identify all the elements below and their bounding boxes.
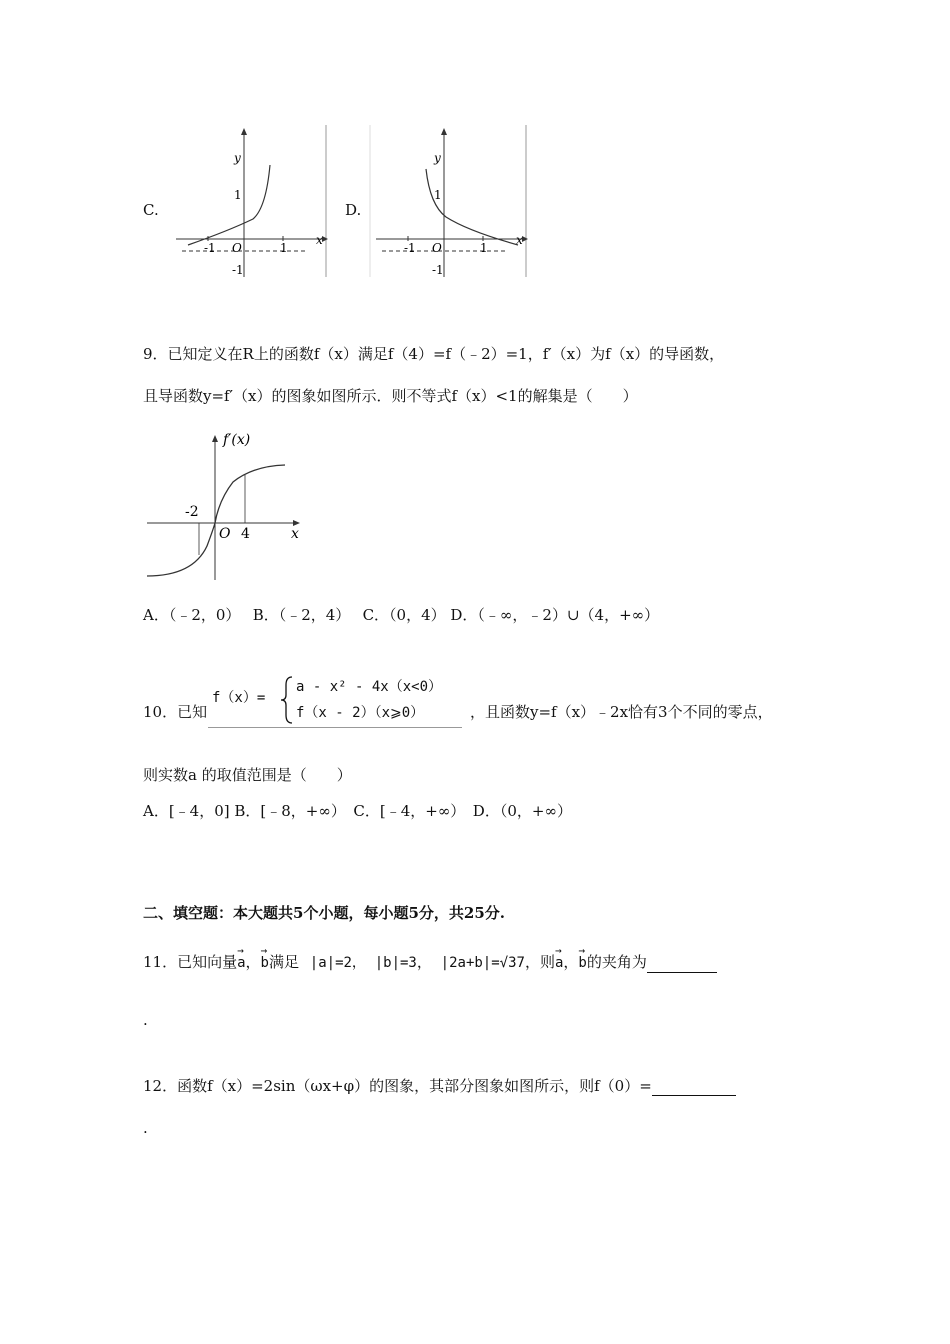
graph-c-y-label: y — [234, 151, 241, 165]
graph-c-neg-one-y: -1 — [232, 263, 244, 277]
q11-prefix: 11．已知向量 — [143, 953, 238, 971]
section-heading: 二、填空题：本大题共5个小题，每小题5分，共25分. — [143, 904, 505, 922]
q11-line: 11．已知向量→ a，→ b满足 |a|=2， |b|=3， |2a+b|=√37，则→ a，→ b的夹角为 — [143, 952, 717, 973]
q11-then: ，则 — [524, 953, 555, 971]
graph-d-x-label: x — [516, 233, 523, 247]
q11-dot: . — [143, 1011, 148, 1029]
graph-fprime-neg-two: -2 — [185, 504, 199, 520]
q10-piece-fx: f（x）= — [212, 690, 266, 706]
graph-fprime-label: f′(x) — [223, 432, 251, 448]
q11-angle: 的夹角为 — [586, 953, 647, 971]
q11-vec-a2: → a — [555, 953, 563, 973]
graph-d-neg-one-x: -1 — [404, 241, 416, 255]
graph-d-neg-one-y: -1 — [432, 263, 444, 277]
q11-vec-a: → a — [237, 953, 245, 973]
q9-line2: 且导函数y=f′（x）的图象如图所示．则不等式f（x）<1的解集是（ ） — [143, 387, 638, 405]
graph-c-one-y: 1 — [234, 188, 242, 202]
graph-c-origin: O — [232, 241, 242, 255]
graph-c — [168, 123, 328, 279]
graph-c-one-x: 1 — [280, 241, 288, 255]
graph-fprime-four: 4 — [241, 526, 250, 542]
graph-d — [368, 123, 528, 279]
graph-d-one-x: 1 — [480, 241, 488, 255]
q11-satisfies: 满足 — [268, 953, 299, 971]
q10-piece2: f（x - 2）（x⩾0） — [296, 705, 425, 721]
q11-cond1: |a|=2， — [309, 955, 366, 971]
q10-piece1: a - x² - 4x（x<0） — [296, 679, 443, 695]
graph-d-origin: O — [432, 241, 442, 255]
q12-line — [143, 1076, 736, 1096]
q10-line2: 则实数a 的取值范围是（ ） — [143, 766, 352, 784]
q10-prefix: 10．已知 — [143, 703, 208, 721]
q11-cond2: |b|=3 — [374, 955, 417, 971]
q11-comma2: ， — [563, 953, 579, 971]
option-d-label: D. — [345, 201, 362, 219]
q11-comma: ， — [245, 953, 261, 971]
option-c-label: C. — [143, 201, 159, 219]
q12-dot: . — [143, 1119, 148, 1137]
q10-suffix: ，且函数y=f（x）﹣2x恰有3个不同的零点， — [470, 703, 773, 721]
graph-fprime-x: x — [291, 526, 299, 542]
graph-c-neg-one-x: -1 — [204, 241, 216, 255]
brace-icon — [280, 675, 294, 725]
q11-cond3: |2a+b|=√37 — [440, 955, 525, 971]
q9-line1: 9．已知定义在R上的函数f（x）满足f（4）=f（﹣2）=1，f′（x）为f（x）的导函数， — [143, 345, 725, 363]
q11-vec-b2: → b — [578, 953, 586, 973]
graph-c-x-label: x — [316, 233, 323, 247]
graph-d-one-y: 1 — [434, 188, 442, 202]
q11-vec-b: → b — [261, 953, 269, 973]
q9-options: A．（﹣2，0） B．（﹣2，4） C．（0，4） D．（﹣∞，﹣2）∪（4，+∞） — [143, 606, 660, 624]
q12-answer-blank — [652, 1079, 736, 1096]
q11-answer-blank — [647, 956, 717, 973]
graph-fprime — [143, 430, 305, 582]
q10-options: A．[﹣4，0] B．[﹣8，+∞） C．[﹣4，+∞） D．（0，+∞） — [143, 802, 572, 820]
graph-d-y-label: y — [434, 151, 441, 165]
q10-piecewise — [208, 671, 462, 728]
q12-text: 12．函数f（x）=2sin（ωx+φ）的图象，其部分图象如图所示，则f（0）= — [143, 1077, 652, 1095]
graph-fprime-origin: O — [219, 526, 231, 542]
